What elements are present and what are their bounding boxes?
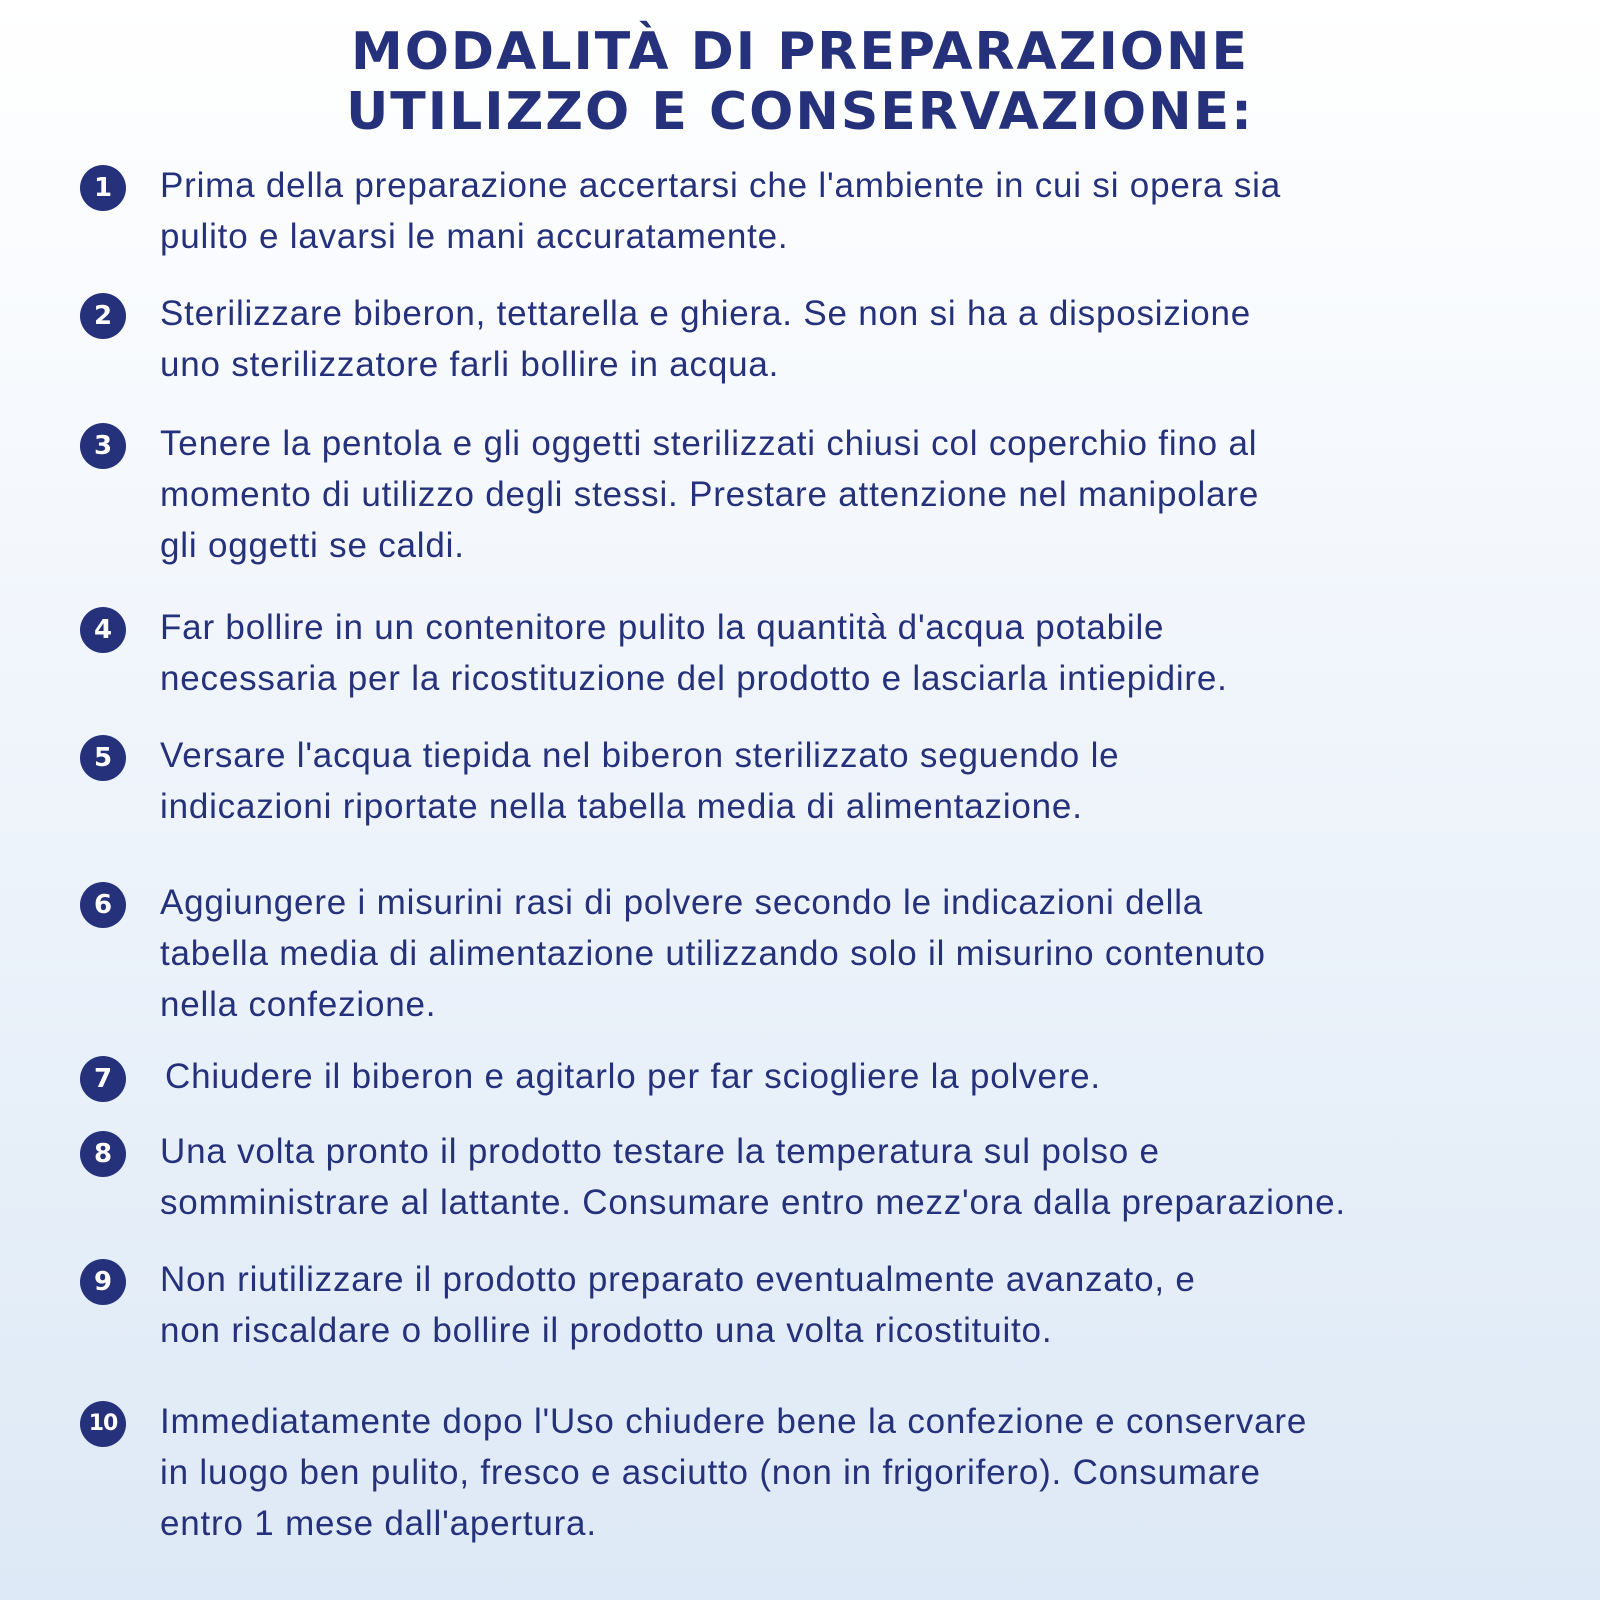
step-number-badge: 4 bbox=[80, 607, 126, 653]
step-number-badge: 3 bbox=[80, 423, 126, 469]
step-text bbox=[160, 160, 1580, 262]
step-text-line: momento di utilizzo degli stessi. Prestare attenzione nel manipolare bbox=[160, 475, 1260, 514]
step-text-line: nella confezione. bbox=[160, 985, 437, 1024]
step-text-line: entro 1 mese dall'apertura. bbox=[160, 1504, 597, 1543]
step-text-line: Chiudere il biberon e agitarlo per far sciogliere la polvere. bbox=[165, 1057, 1101, 1096]
title-line-2: UTILIZZO E CONSERVAZIONE: bbox=[346, 82, 1254, 142]
step-text bbox=[165, 1051, 1585, 1102]
step-text-line: Versare l'acqua tiepida nel biberon sterilizzato seguendo le bbox=[160, 736, 1120, 775]
step-number-badge: 7 bbox=[80, 1056, 126, 1102]
step-text bbox=[160, 1396, 1580, 1549]
step-text-line: tabella media di alimentazione utilizzando solo il misurino contenuto bbox=[160, 934, 1266, 973]
step-number-badge: 9 bbox=[80, 1259, 126, 1305]
step-text bbox=[160, 1126, 1580, 1228]
page-title bbox=[0, 22, 1600, 142]
step-text bbox=[160, 730, 1580, 832]
step-text-line: Immediatamente dopo l'Uso chiudere bene la confezione e conservare bbox=[160, 1402, 1308, 1441]
step-number-badge: 6 bbox=[80, 882, 126, 928]
step-text-line: gli oggetti se caldi. bbox=[160, 526, 465, 565]
step-text-line: Una volta pronto il prodotto testare la temperatura sul polso e bbox=[160, 1132, 1160, 1171]
step-text-line: Sterilizzare biberon, tettarella e ghiera. Se non si ha a disposizione bbox=[160, 294, 1252, 333]
step-text-line: indicazioni riportate nella tabella media di alimentazione. bbox=[160, 787, 1083, 826]
step-text-line: Non riutilizzare il prodotto preparato eventualmente avanzato, e bbox=[160, 1260, 1196, 1299]
step-text-line: Far bollire in un contenitore pulito la quantità d'acqua potabile bbox=[160, 608, 1165, 647]
step-text-line: in luogo ben pulito, fresco e asciutto (non in frigorifero). Consumare bbox=[160, 1453, 1261, 1492]
step-number-badge: 5 bbox=[80, 735, 126, 781]
step-text bbox=[160, 288, 1580, 390]
title-line-1: MODALITÀ DI PREPARAZIONE bbox=[350, 22, 1250, 82]
step-text-line: Aggiungere i misurini rasi di polvere secondo le indicazioni della bbox=[160, 883, 1204, 922]
step-text-line: Prima della preparazione accertarsi che l'ambiente in cui si opera sia bbox=[160, 166, 1281, 205]
step-text-line: pulito e lavarsi le mani accuratamente. bbox=[160, 217, 789, 256]
step-text bbox=[160, 1254, 1580, 1356]
step-text-line: uno sterilizzatore farli bollire in acqua. bbox=[160, 345, 780, 384]
step-text bbox=[160, 602, 1580, 704]
step-text-line: non riscaldare o bollire il prodotto una volta ricostituito. bbox=[160, 1311, 1053, 1350]
step-text-line: necessaria per la ricostituzione del prodotto e lasciarla intiepidire. bbox=[160, 659, 1228, 698]
step-number-badge: 2 bbox=[80, 293, 126, 339]
step-text bbox=[160, 877, 1580, 1030]
step-text-line: Tenere la pentola e gli oggetti sterilizzati chiusi col coperchio fino al bbox=[160, 424, 1258, 463]
step-number-badge: 8 bbox=[80, 1131, 126, 1177]
step-text bbox=[160, 418, 1580, 571]
step-text-line: somministrare al lattante. Consumare entro mezz'ora dalla preparazione. bbox=[160, 1183, 1346, 1222]
step-number-badge: 10 bbox=[80, 1401, 126, 1447]
step-number-badge: 1 bbox=[80, 165, 126, 211]
